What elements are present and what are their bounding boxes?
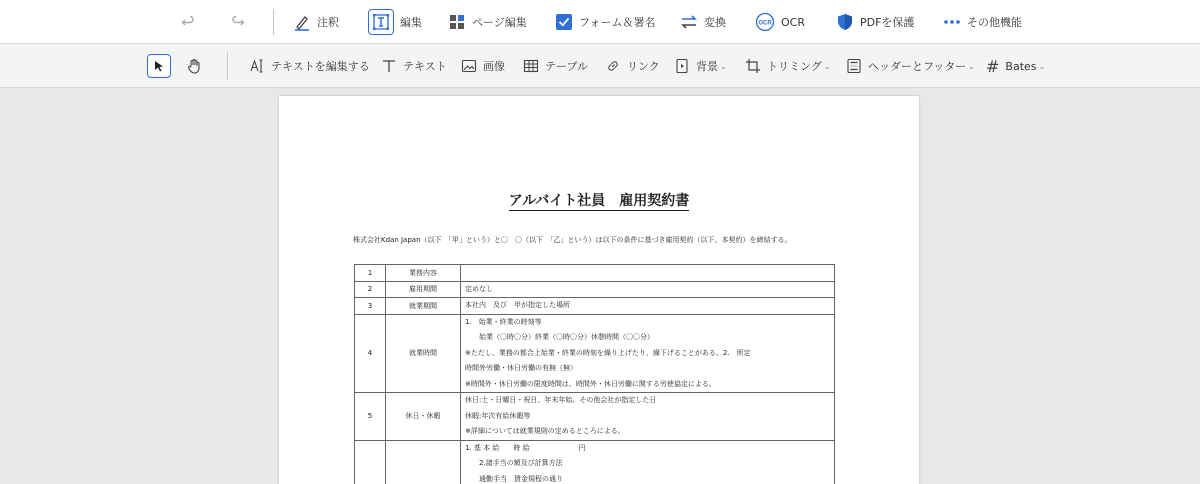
ocr-button[interactable] [755,7,805,37]
text-tool[interactable] [381,51,447,81]
row-content-line: 休暇:年次有給休暇等 [465,411,531,420]
hand-icon [186,58,202,74]
row-content-line: ※詳細については就業規則の定めるところによる。 [465,427,625,435]
image-label: 画像 [483,60,505,73]
row-content-line: 時間外労働・休日労働の有無（無） [465,364,577,372]
form-sign-button[interactable] [555,7,655,37]
row-content[interactable] [461,393,835,441]
row-content-line: 定めなし [465,284,493,293]
row-number[interactable] [355,440,386,484]
row-content[interactable] [461,265,835,282]
checkbox-icon [555,13,573,31]
header-footer-label: ヘッダーとフッター [868,60,967,73]
annotate-button[interactable] [293,7,339,37]
row-number[interactable]: 5 [355,393,386,441]
hash-icon: # [986,56,1000,76]
page-grid-icon [448,13,466,31]
more-features-button[interactable] [943,7,1022,37]
row-content-line: ※時間外・休日労働の限度時間は、時間外・休日労働に関する労使協定による。 [465,379,716,388]
row-content-line: 1. 始業・終業の時刻等 [465,317,542,326]
edit-text-frame-icon [372,13,390,31]
select-tool-frame [147,54,171,78]
document-title[interactable]: アルバイト社員 雇用契約書 [508,193,690,209]
row-content[interactable] [461,440,835,484]
main-toolbar [0,0,1200,44]
bates-tool[interactable] [986,51,1045,81]
edit-text-tool[interactable] [249,51,370,81]
background-tool[interactable] [674,51,727,81]
pdf-page[interactable] [279,96,919,484]
more-dots-icon [943,13,961,31]
edit-toolbar-divider [227,52,228,80]
undo-icon [180,14,196,30]
convert-arrows-icon [680,13,698,31]
row-number[interactable]: 4 [355,314,386,393]
row-label[interactable] [386,440,461,484]
cursor-arrow-icon [153,60,165,72]
table-row [355,298,835,315]
row-content-line: 休日:土・日曜日・祝日、年末年始、その他会社が指定した日 [465,396,657,404]
text-t-icon [381,58,397,74]
contract-table [354,264,835,484]
header-footer-icon [846,58,862,74]
select-tool-button[interactable] [147,51,171,81]
background-icon [674,58,690,74]
convert-button[interactable] [680,7,726,37]
row-content-line: 本社内 及び 甲が指定した場所 [465,301,570,309]
header-footer-tool[interactable] [846,51,975,81]
crop-icon [745,58,761,74]
redo-icon [230,14,246,30]
row-content[interactable] [461,281,835,298]
ocr-icon [755,12,775,32]
toolbar-divider [273,9,274,35]
edit-text-icon [249,58,265,74]
annotate-label: 注釈 [317,16,339,29]
edit-button[interactable] [368,7,422,37]
page-edit-button[interactable] [448,7,527,37]
row-number[interactable]: 3 [355,298,386,315]
pen-icon [293,13,311,31]
trimming-tool[interactable] [745,51,830,81]
row-label[interactable]: 雇用期間 [386,281,461,298]
text-label: テキスト [403,60,447,73]
link-tool[interactable] [605,51,660,81]
more-label: その他機能 [967,16,1022,29]
row-content-line [465,265,830,281]
chevron-down-icon: ⌄ [1038,61,1046,71]
row-label[interactable]: 就業期間 [386,298,461,315]
page-edit-label: ページ編集 [472,16,527,29]
chevron-down-icon: ⌄ [968,61,975,71]
edit-selected-frame [368,9,394,35]
svg-text:OCR: OCR [758,20,772,27]
row-label[interactable]: 休日・休暇 [386,393,461,441]
form-sign-label: フォーム＆署名 [579,16,656,29]
protect-label: PDFを保護 [860,16,915,29]
table-label: テーブル [545,60,589,73]
row-content-line: 始業（〇時〇分）終業（〇時〇分）休憩時間（〇〇分） [479,333,654,341]
undo-button[interactable] [180,7,196,37]
row-content-line: ※ただし、業務の都合上始業・終業の時刻を繰り上げたり、繰下げることがある。2. 所定 [465,348,751,357]
redo-button[interactable] [230,7,246,37]
table-row [355,314,835,393]
table-tool[interactable] [523,51,588,81]
row-content[interactable] [461,314,835,393]
image-icon [461,58,477,74]
row-content-line: 2.諸手当の額及び計算方法 [479,459,563,467]
row-content[interactable] [461,298,835,315]
row-label[interactable]: 業務内容 [386,265,461,282]
row-number[interactable]: 1 [355,265,386,282]
table-row [355,393,835,441]
trimming-label: トリミング [767,60,822,73]
edit-toolbar [0,44,1200,88]
row-content-line: 1. 基 本 給 時 給 円 [465,443,586,452]
table-icon [523,58,539,74]
row-label[interactable]: 就業時間 [386,314,461,393]
chevron-down-icon: ⌄ [720,61,727,71]
shield-icon [836,13,854,31]
background-label: 背景 [696,60,718,73]
row-content-line: 通勤手当 賃金規程の通り [479,474,563,483]
image-tool[interactable] [461,51,505,81]
ocr-label: OCR [781,15,805,29]
table-row [355,265,835,282]
edit-text-label: テキストを編集する [271,60,370,73]
table-row [355,440,835,484]
link-icon [605,58,621,74]
table-row [355,281,835,298]
document-intro[interactable]: 株式会社Kdan Japan（以下 「甲」という）と〇 〇（以下 「乙」という）は以下の条件に基づき雇用契約（以下、本契約）を締結する。 [353,236,792,244]
edit-label: 編集 [400,16,422,29]
bates-label: Bates [1005,59,1037,73]
row-number[interactable]: 2 [355,281,386,298]
chevron-down-icon: ⌄ [823,61,831,71]
protect-pdf-button[interactable] [836,7,914,37]
link-label: リンク [627,60,660,73]
convert-label: 変換 [704,16,726,29]
hand-tool-button[interactable] [186,51,202,81]
